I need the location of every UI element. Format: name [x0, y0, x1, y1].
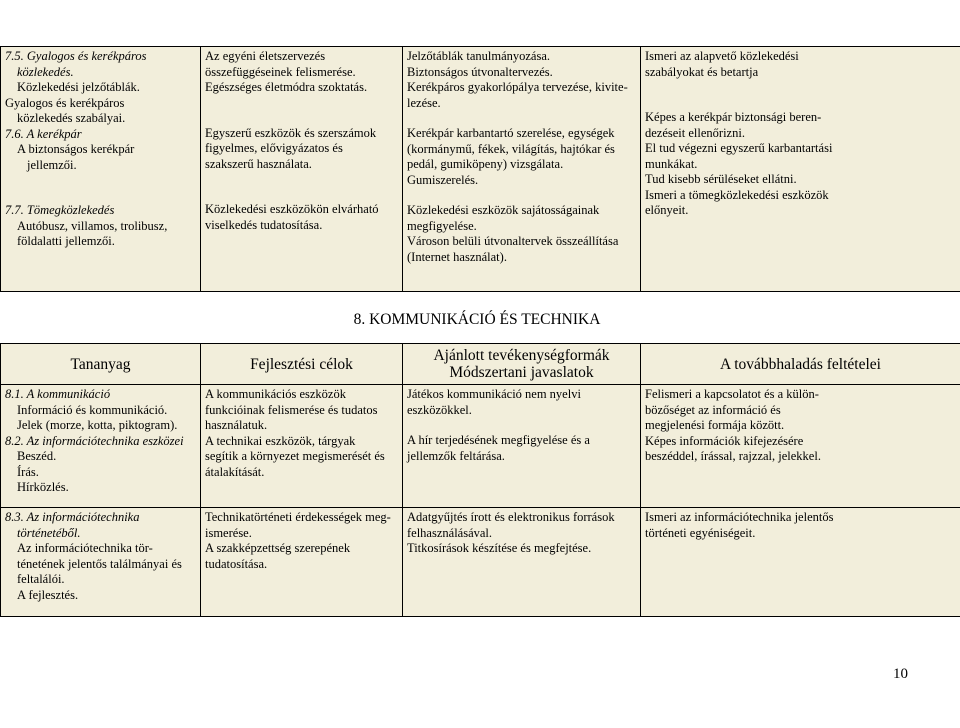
goal-line: segítik a környezet megismerését és: [205, 449, 385, 463]
activity-line: Játékos kommunikáció nem nyelvi: [407, 387, 581, 401]
activities-cell: [403, 47, 641, 292]
activity-line: Biztonságos útvonaltervezés.: [407, 64, 553, 79]
goal-line: Egyszerű eszközök és szerszámok: [205, 125, 377, 140]
goal-line: Egészséges életmódra szoktatás.: [205, 80, 368, 94]
topic-cell: [1, 47, 201, 292]
activity-line: (Internet használat).: [407, 249, 507, 264]
activity-line: Kerékpáros gyakorlópálya tervezése, kivite-: [407, 80, 628, 94]
goals-cell: [201, 385, 403, 508]
topic-line: Jelek (morze, kotta, piktogram).: [17, 418, 178, 432]
topic-line: jellemzői.: [27, 157, 77, 172]
activity-line: Gumiszerelés.: [407, 172, 479, 187]
goal-line: átalakítását.: [205, 464, 265, 479]
header-line: Módszertani javaslatok: [449, 364, 594, 381]
goals-cell: [201, 47, 403, 292]
goal-line: A kommunikációs eszközök: [205, 387, 346, 401]
requirements-cell: [641, 508, 960, 617]
requirement-line: El tud végezni egyszerű karbantartási: [645, 141, 833, 155]
requirement-line: dezéseit ellenőrizni.: [645, 125, 745, 140]
section-title: 7.5. Gyalogos és kerékpáros: [5, 49, 147, 63]
requirements-cell: [641, 385, 960, 508]
curriculum-table-transport: [0, 46, 960, 292]
topic-line: A fejlesztés.: [17, 587, 79, 602]
goal-line: funkcióinak felismerése és tudatos: [205, 402, 378, 417]
section-title: 7.7. Tömegközlekedés: [5, 203, 115, 217]
activity-line: Jelzőtáblák tanulmányozása.: [407, 49, 550, 63]
topic-line: Közlekedési jelzőtáblák.: [17, 80, 140, 94]
topic-line: földalatti jellemzői.: [17, 234, 115, 248]
activity-line: lezése.: [407, 95, 441, 110]
table-row: [1, 385, 960, 508]
requirement-line: Felismeri a kapcsolatot és a külön-: [645, 387, 819, 401]
activity-line: (kormánymű, fékek, világítás, hajtókar és: [407, 141, 615, 156]
header-tovabbhaladas: A továbbhaladás feltételei: [641, 344, 960, 385]
requirement-line: bözőséget az információ és: [645, 402, 781, 417]
requirement-line: Tud kisebb sérüléseket ellátni.: [645, 172, 797, 186]
header-line: Ajánlott tevékenységformák: [433, 347, 610, 364]
topic-line: Írás.: [17, 464, 39, 479]
requirement-line: beszéddel, írással, rajzzal, jelekkel.: [645, 449, 821, 463]
requirement-line: megjelenési formája között.: [645, 418, 785, 432]
table-row: [1, 508, 960, 617]
topic-line: Információ és kommunikáció.: [17, 402, 168, 417]
requirement-line: Képes információk kifejezésére: [645, 433, 804, 448]
section-title: 8.2. Az információtechnika eszközei: [5, 433, 184, 448]
topic-cell: [1, 385, 201, 508]
goal-line: Közlekedési eszközökön elvárható: [205, 202, 379, 216]
requirements-cell: [641, 47, 960, 292]
goals-cell: [201, 508, 403, 617]
activity-line: Adatgyűjtés írott és elektronikus források: [407, 510, 615, 524]
page-number: 10: [893, 666, 908, 682]
goal-line: A technikai eszközök, tárgyak: [205, 433, 356, 448]
section-title: közlekedés.: [17, 64, 74, 79]
goal-line: viselkedés tudatosítása.: [205, 217, 323, 232]
activity-line: Titkosírások készítése és megfejtése.: [407, 541, 592, 555]
activity-line: Közlekedési eszközök sajátosságainak: [407, 203, 600, 217]
section-title: történetéből.: [17, 525, 81, 540]
requirement-line: Ismeri az alapvető közlekedési: [645, 49, 799, 63]
activities-cell: [403, 385, 641, 508]
goal-line: összefüggéseinek felismerése.: [205, 64, 356, 79]
activity-line: felhasználásával.: [407, 525, 493, 540]
goal-line: tudatosítása.: [205, 556, 268, 571]
goal-line: szakszerű használata.: [205, 156, 312, 171]
activity-line: jellemzők feltárása.: [407, 448, 505, 463]
activity-line: eszközökkel.: [407, 402, 472, 417]
topic-line: ténetének jelentős találmányai és: [17, 556, 182, 571]
table-header-row: [1, 344, 960, 385]
activity-line: megfigyelése.: [407, 218, 477, 233]
topic-line: feltalálói.: [17, 572, 65, 586]
section-title: 7.6. A kerékpár: [5, 126, 82, 141]
activity-line: Kerékpár karbantartó szerelése, egységek: [407, 126, 615, 140]
topic-line: Autóbusz, villamos, trolibusz,: [17, 218, 168, 233]
requirement-line: előnyeit.: [645, 203, 689, 217]
header-fejlesztesi-celok: Fejlesztési célok: [201, 344, 403, 385]
requirement-line: Képes a kerékpár biztonsági beren-: [645, 110, 822, 124]
section-title: 8.3. Az információtechnika: [5, 510, 140, 524]
requirement-line: Ismeri a tömegközlekedési eszközök: [645, 187, 829, 202]
topic-cell: [1, 508, 201, 617]
goal-line: figyelmes, elővigyázatos és: [205, 141, 343, 155]
topic-line: Gyalogos és kerékpáros: [5, 95, 125, 110]
requirement-line: történeti egyéniségeit.: [645, 525, 756, 540]
curriculum-table-communication: [0, 343, 960, 617]
topic-line: közlekedés szabályai.: [17, 111, 126, 125]
goal-line: ismerése.: [205, 525, 252, 540]
header-tevekenysegformak: [403, 344, 641, 385]
activities-cell: [403, 508, 641, 617]
topic-line: Beszéd.: [17, 449, 57, 463]
topic-line: Az információtechnika tör-: [17, 541, 153, 555]
activity-line: A hír terjedésének megfigyelése és a: [407, 433, 590, 447]
activity-line: Városon belüli útvonaltervek összeállítása: [407, 234, 619, 248]
requirement-line: Ismeri az információtechnika jelentős: [645, 510, 834, 524]
goal-line: Az egyéni életszervezés: [205, 49, 326, 63]
topic-line: Hírközlés.: [17, 480, 69, 494]
goal-line: A szakképzettség szerepének: [205, 541, 351, 555]
table-row: [1, 47, 960, 292]
goal-line: Technikatörténeti érdekességek meg-: [205, 510, 391, 524]
requirement-line: szabályokat és betartja: [645, 64, 759, 79]
topic-line: A biztonságos kerékpár: [17, 142, 135, 156]
header-tananyag: Tananyag: [1, 344, 201, 385]
requirement-line: munkákat.: [645, 156, 698, 171]
section-heading: 8. KOMMUNIKÁCIÓ ÉS TECHNIKA: [353, 311, 601, 328]
section-title: 8.1. A kommunikáció: [5, 387, 111, 401]
goal-line: használatuk.: [205, 418, 268, 432]
activity-line: pedál, gumiköpeny) vizsgálata.: [407, 157, 564, 171]
